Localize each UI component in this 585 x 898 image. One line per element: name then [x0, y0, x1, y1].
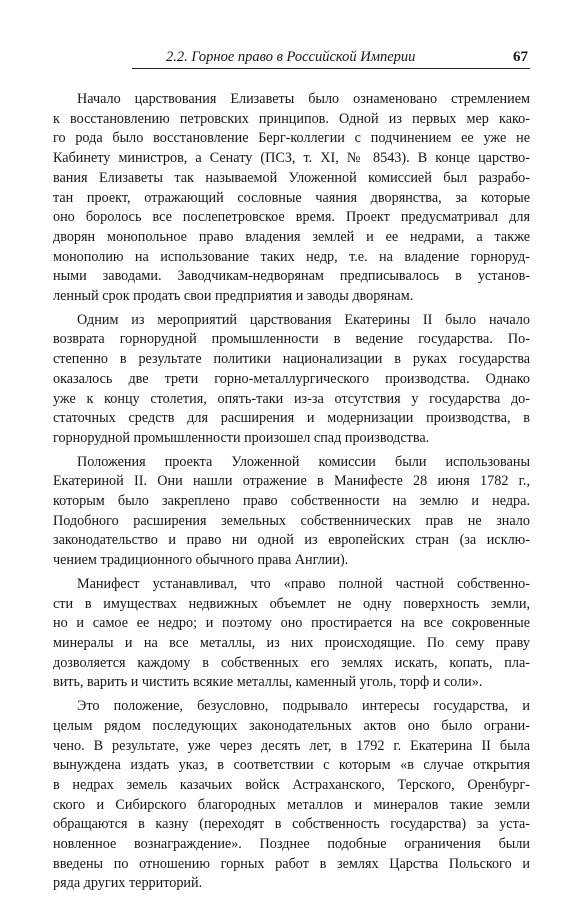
text-line: введены по отношению горных работ в землях Царства Польского и [53, 855, 530, 872]
running-header [132, 48, 530, 69]
text-line: Екатериной II. Они нашли отражение в Манифесте 28 июня 1782 г., [53, 473, 530, 490]
paragraph [53, 90, 530, 307]
text-line: Кабинету министров, а Сенату (ПСЗ, т. XI, № 8543). В конце царство- [53, 150, 530, 167]
text-line: го рода было восстановление Берг-коллегии с подчинением ее уже не [53, 130, 530, 147]
text-line: оно боролось все послепетровское время. Проект предусматривал для [53, 209, 530, 226]
text-line: ряда других территорий. [53, 875, 203, 892]
text-line: которым было закреплено право собственности на землю и недра. [53, 493, 530, 510]
text-line: минералы и на все металлы, из них происходящие. По сему праву [53, 634, 530, 651]
text-line: Подобного расширения земельных собственнических прав не знало [53, 512, 530, 529]
text-line: ленный срок продать свои предприятия и заводы дворянам. [53, 288, 414, 305]
text-line: вания Елизаветы так называемой Уложенной комиссией был разрабо- [53, 169, 530, 186]
text-line: в недрах земель казачьих войск Астраханского, Терского, Оренбург- [53, 776, 530, 793]
text-line: вить, варить и чистить всякие металлы, каменный уголь, торф и соли». [53, 674, 483, 691]
text-line: вынуждена издать указ, в соответствии с которым «в случае открытия [53, 757, 530, 774]
body-text [53, 90, 530, 898]
text-line: Положения проекта Уложенной комиссии были использованы [77, 453, 530, 470]
text-line: обращаются в казну (переходят в собственность государства) за уста- [53, 816, 530, 833]
text-line: Это положение, безусловно, подрывало интересы государства, и [77, 698, 530, 715]
paragraph [53, 575, 530, 693]
paragraph [53, 697, 530, 894]
text-line: целым рядом последующих законодательных актов оно было ограни- [53, 717, 530, 734]
page-number: 67 [513, 49, 528, 65]
text-line: законодательство и право ни одной из европейских стран (за исклю- [53, 532, 530, 549]
text-line: новленное вознаграждение». Позднее подобные ограничения были [53, 836, 530, 853]
text-line: уже к концу столетия, опять-таки из-за отсутствия у государства до- [53, 390, 530, 407]
running-title: 2.2. Горное право в Российской Империи [166, 49, 416, 65]
paragraph [53, 311, 530, 449]
text-line: горнорудной промышленности произошел спад производства. [53, 429, 430, 446]
paragraph [53, 453, 530, 571]
text-line: монополию на использование таких недр, т.е. на владение горноруд- [53, 248, 530, 265]
text-line: но и самое ее недро; и поэтому оно простирается на все сокровенные [53, 615, 530, 632]
text-line: Начало царствования Елизаветы было ознаменовано стремлением [77, 91, 530, 107]
text-line: Манифест устанавливал, что «право полной частной собственно- [77, 575, 530, 592]
text-line: оказалось две трети горно-металлургического производства. Однако [53, 370, 530, 387]
text-line: статочных средств для расширения и модернизации производства, в [53, 410, 530, 427]
text-line: к восстановлению петровских принципов. Одной из первых мер како- [53, 110, 530, 127]
text-line: возврата горнорудной промышленности в ведение государства. По- [53, 331, 530, 348]
text-line: Одним из мероприятий царствования Екатерины II было начало [77, 311, 530, 328]
text-line: ными заводами. Заводчикам-недворянам предписывалось в установ- [53, 268, 530, 285]
text-line: ского и Сибирского благородных металлов и минералов такие земли [53, 796, 530, 813]
text-line: чением традиционного обычного права Англии). [53, 552, 349, 569]
text-line: степенно в результате политики национализации в руках государства [53, 351, 530, 368]
text-line: дворян монопольное право владения землей и ее недрами, а также [53, 228, 530, 245]
text-line: чено. В результате, уже через десять лет, в 1792 г. Екатерина II была [53, 737, 530, 754]
text-line: сти в имуществах недвижных объемлет не одну поверхность земли, [53, 595, 530, 612]
text-line: дозволяется каждому в собственных его землях искать, копать, пла- [53, 654, 530, 671]
text-line: тан проект, отражающий сословные чаяния дворянства, за которые [53, 189, 530, 206]
